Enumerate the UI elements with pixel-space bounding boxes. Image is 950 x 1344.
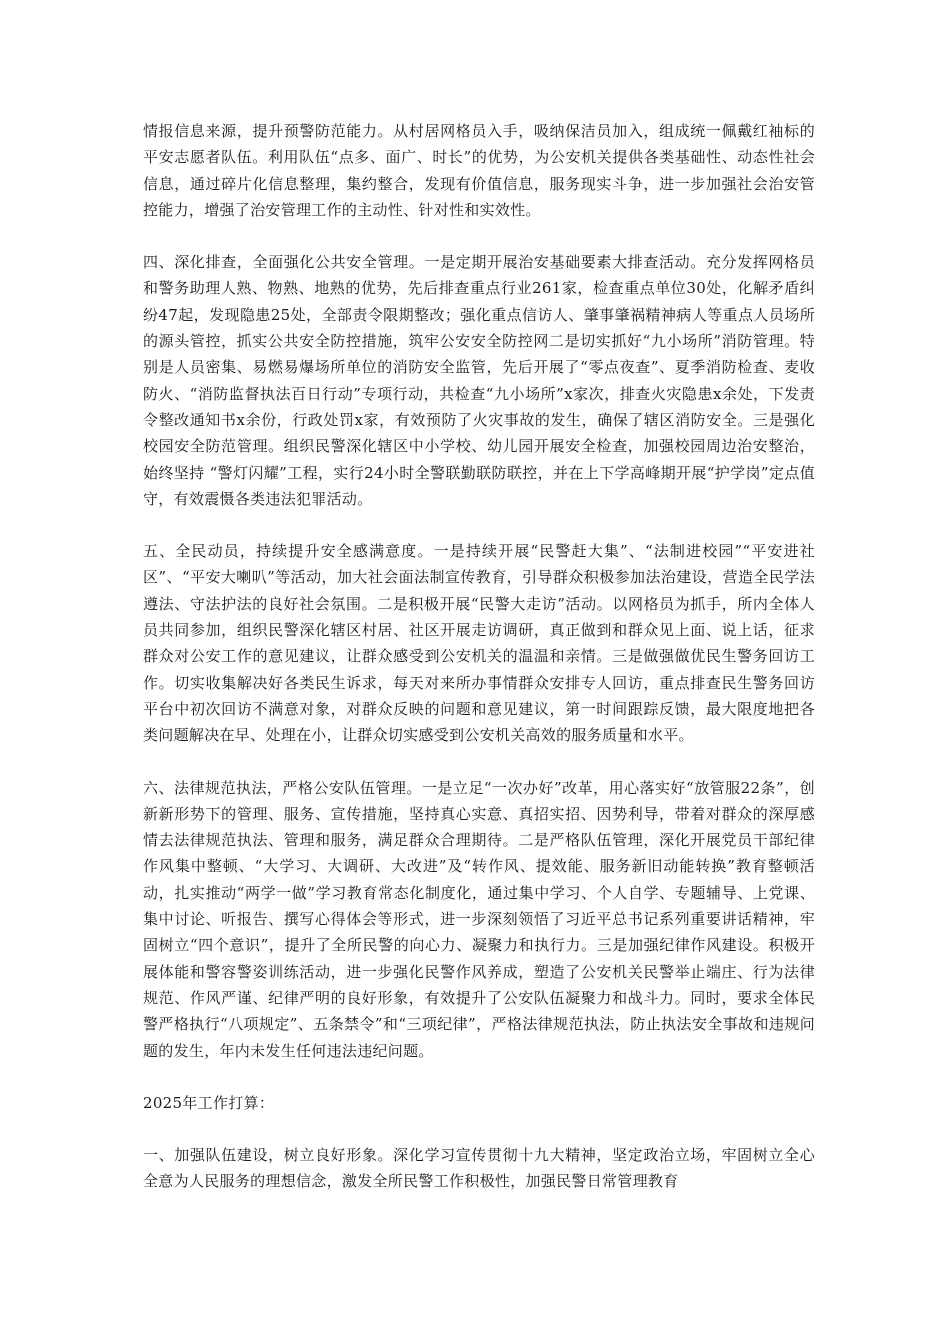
paragraph-section-four: 四、深化排查，全面强化公共安全管理。一是定期开展治安基础要素大排查活动。充分发挥网格员和警务助理人熟、物熟、地熟的优势，先后排查重点行业261家，检查重点单位30处，化解矛盾纠纷47起，发现隐患25处，全部责令限期整改；强化重点信访人、肇事肇祸精神病人等重点人员场所的源头管控，抓实公共安全防控措施，筑牢公安安全防控网二是切实抓好“九小场所”消防管理。特别是人员密集、易燃易爆场所单位的消防安全监管，先后开展了“零点夜查”、夏季消防检查、麦收防火、“消防监督执法百日行动”专项行动，共检查“九小场所”x家次，排查火灾隐患x余处，下发责令整改通知书x余份，行政处罚x家，有效预防了火灾事故的发生，确保了辖区消防安全。三是强化校园安全防范管理。组织民警深化辖区中小学校、幼儿园开展安全检查，加强校园周边治安整治，始终坚持 “警灯闪耀”工程，实行24小时全警联勤联防联控，并在上下学高峰期开展“护学岗”定点值守，有效震慑各类违法犯罪活动。 (143, 253, 815, 508)
paragraph-work-plan-heading: 2025年工作打算： (143, 1093, 275, 1112)
paragraph-intelligence-sources: 情报信息来源，提升预警防范能力。从村居网格员入手，吸纳保洁员加入，组成统一佩戴红袖标的平安志愿者队伍。利用队伍“点多、面广、时长”的优势，为公安机关提供各类基础性、动态性社会信息，通过碎片化信息整理，集约整合，发现有价值信息，服务现实斗争，进一步加强社会治安管控能力，增强了治安管理工作的主动性、针对性和实效性。 (143, 122, 815, 219)
document-body (143, 118, 815, 1195)
paragraph-section-five: 五、全民动员，持续提升安全感满意度。一是持续开展“民警赶大集”、“法制进校园”“平安进社区”、“平安大喇叭”等活动，加大社会面法制宣传教育，引导群众积极参加法治建设，营造全民学法遵法、守法护法的良好社会氛围。二是积极开展“民警大走访”活动。以网格员为抓手，所内全体人员共同参加，组织民警深化辖区村居、社区开展走访调研，真正做到和群众见上面、说上话，征求群众对公安工作的意见建议，让群众感受到公安机关的温温和亲情。三是做强做优民生警务回访工作。切实收集解决好各类民生诉求，每天对来所办事情群众安排专人回访，重点排查民生警务回访平台中初次回访不满意对象，对群众反映的问题和意见建议，第一时间跟踪反馈，最大限度地把各类问题解决在早、处理在小，让群众切实感受到公安机关高效的服务质量和水平。 (143, 542, 815, 745)
paragraph-section-six: 六、法律规范执法，严格公安队伍管理。一是立足“一次办好”改革，用心落实好“放管服22条”，创新新形势下的管理、服务、宣传措施，坚持真心实意、真招实招、因势利导，带着对群众的深厚感情去法律规范执法、管理和服务，满足群众合理期待。二是严格队伍管理，深化开展党员干部纪律作风集中整顿、“大学习、大调研、大改进”及“转作风、提效能、服务新旧动能转换”教育整顿活动，扎实推动“两学一做”学习教育常态化制度化，通过集中学习、个人自学、专题辅导、上党课、集中讨论、听报告、撰写心得体会等形式，进一步深刻领悟了习近平总书记系列重要讲话精神，牢固树立“四个意识”，提升了全所民警的向心力、凝聚力和执行力。三是加强纪律作风建设。积极开展体能和警容警姿训练活动，进一步强化民警作风养成，塑造了公安机关民警举止端庄、行为法律规范、作风严谨、纪律严明的良好形象，有效提升了公安队伍凝聚力和战斗力。同时，要求全体民警严格执行“八项规定”、五条禁令”和“三项纪律”，严格法律规范执法，防止执法安全事故和违规问题的发生，年内未发生任何违法违纪问题。 (143, 778, 815, 1060)
paragraph-plan-item-one: 一、加强队伍建设，树立良好形象。深化学习宣传贯彻十九大精神，坚定政治立场，牢固树立全心全意为人民服务的理想信念，激发全所民警工作积极性，加强民警日常管理教育 (143, 1146, 815, 1191)
